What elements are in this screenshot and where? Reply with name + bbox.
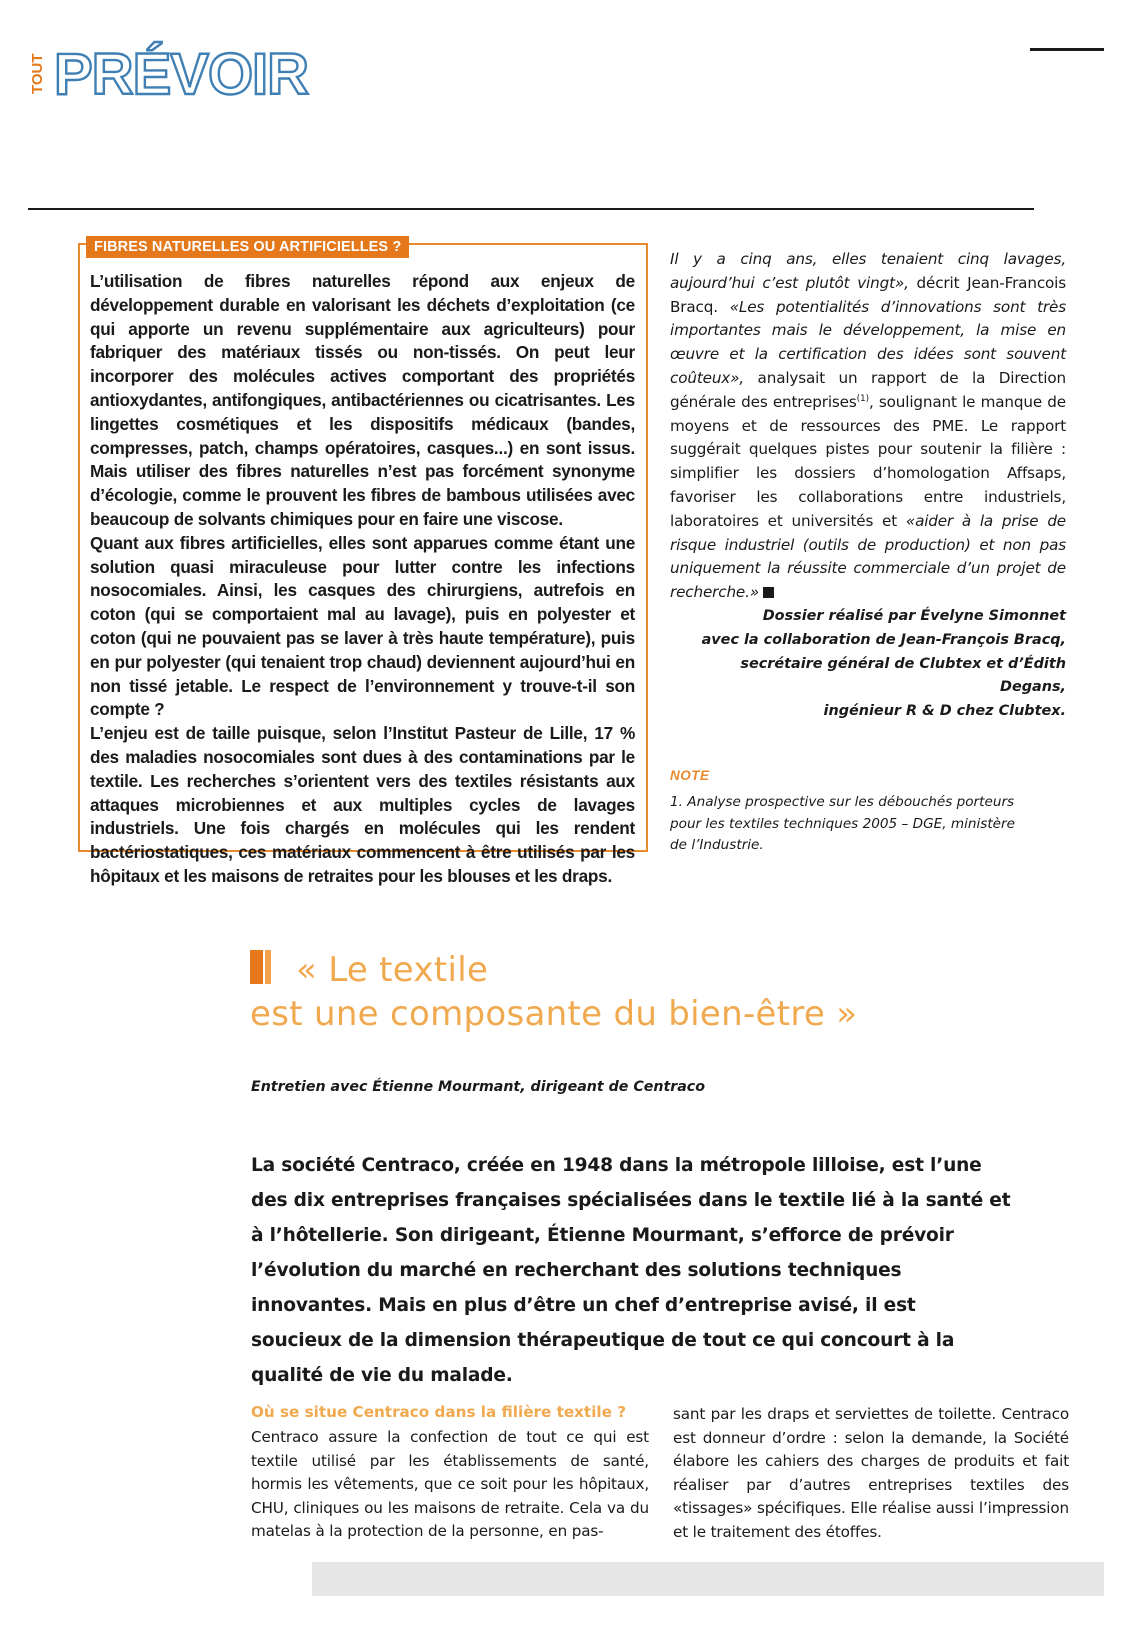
magazine-logo <box>28 30 318 100</box>
body-text: analysait un rapport de la Direction générale des entreprises <box>670 368 1066 411</box>
sidebar-box-title: FIBRES NATURELLES OU ARTIFICIELLES ? <box>86 236 409 258</box>
body-text: , soulignant le manque de moyens et de ressources des PME. Le rapport suggérait quelques pistes pour soutenir la filière : simplifier les dossiers d’homologation Affsaps, favoriser les collaborations entre industriels, laboratoires et universités et <box>670 392 1066 530</box>
footer-band <box>312 1562 1104 1596</box>
interview-headline <box>250 948 950 1036</box>
header-rule <box>28 208 1034 210</box>
body-text: décrit Jean-Francois Bracq. <box>670 273 1066 316</box>
logo-big-word: PRÉVOIR <box>54 42 309 100</box>
headline-line: « Le textile <box>296 950 489 990</box>
sidebar-paragraph: L’enjeu est de taille puisque, selon l’Institut Pasteur de Lille, 17 % des maladies nosocomiales sont dues à des contaminations par le textile. Les recherches s’orientent vers des textiles résistants aux attaques microbiennes et aux multiples cycles de lavages industriels. Une fois chargés en molécules qui les rendent bactériostatiques, ces matériaux commencent à être utilisés par les hôpitaux et les maisons de retraites pour les blouses et les draps. <box>90 723 635 886</box>
credits-line: ingénieur R & D chez Clubtex. <box>823 703 1066 720</box>
quote: «Les potentialités d’innovations sont très importantes mais le développement, la mise en œuvre et la certification des idées sont souvent coûteux», <box>670 297 1066 387</box>
article-credits <box>670 605 1066 724</box>
top-right-rule <box>1030 48 1104 51</box>
credits-line: Dossier réalisé par Évelyne Simonnet <box>762 608 1066 624</box>
article-column-right <box>670 248 1066 605</box>
headline-line: est une composante du bien-être » <box>250 994 858 1034</box>
note-label: NOTE <box>670 768 710 783</box>
note-text: 1. Analyse prospective sur les débouchés porteurs pour les textiles techniques 2005 – DGE, ministère de l’Industrie. <box>670 794 1015 853</box>
interview-question: Où se situe Centraco dans la filière textile ? <box>251 1403 627 1421</box>
quote: «aider à la prise de risque industriel (outils de production) et non pas uniquement la réussite commerciale d’un projet de recherche.» <box>670 511 1067 602</box>
logo-small-word: TOUT <box>29 53 46 94</box>
sidebar-paragraph: L’utilisation de fibres naturelles répond aux enjeux de développement durable en valorisant les déchets d’exploitation (ce qui apporte un revenu supplémentaire aux agriculteurs) pour fabriquer des matériaux tissés ou non-tissés. On peut leur incorporer des molécules actives comportant des propriétés antioxydantes, antifongiques, antibactériennes ou cicatrisantes. Les lingettes cosmétiques et les dispositifs médicaux (bandes, compresses, patch, champs opératoires, casques...) en sont issus. Mais utiliser des fibres naturelles n’est pas forcément synonyme d’écologie, comme le prouvent les fibres de bambous utilisées avec beaucoup de solvants chimiques pour en faire une viscose. <box>90 271 635 529</box>
footnote-ref: (1) <box>856 393 869 404</box>
interview-lead: La société Centraco, créée en 1948 dans la métropole lilloise, est l’une des dix entreprises françaises spécialisées dans le textile lié à la santé et à l’hôtellerie. Son dirigeant, Étienne Mourmant, s’efforce de prévoir l’évolution du marché en recherchant des solutions techniques innovantes. Mais en plus d’être un chef d’entreprise avisé, il est soucieux de la dimension thérapeutique de tout ce qui concourt à la qualité de vie du malade. <box>251 1155 1011 1386</box>
quote: Il y a cinq ans, elles tenaient cinq lavages, aujourd’hui c’est plutôt vingt», <box>670 250 1066 292</box>
interview-answer-left: Centraco assure la confection de tout ce qui est textile utilisé par les établissements de santé, hormis les vêtements, que ce soit pour les hôpitaux, CHU, cliniques ou les maisons de retraite. Cela va du matelas à la protection de la personne, en pas- <box>251 1428 649 1540</box>
sidebar-paragraph: Quant aux fibres artificielles, elles sont apparues comme étant une solution quasi miraculeuse pour lutter contre les infections nosocomiales. Ainsi, les casques des chirurgiens, autrefois en coton (qui se comportaient mal au lavage), puis en polyester et coton (qui ne pouvaient pas se laver à très haute température), puis en pur polyester (qui tenaient trop chaud) deviennent aujourd’hui en non tissé jetable. Le respect de l’environnement y trouve-t-il son compte ? <box>90 532 635 720</box>
end-of-article-mark <box>763 587 774 598</box>
sidebar-box-body <box>90 270 635 889</box>
credits-line: avec la collaboration de Jean-François Bracq, <box>701 631 1066 648</box>
interview-answer-right: sant par les draps et serviettes de toilette. Centraco est donneur d’ordre : selon la demande, la Société élabore les cahiers des charges de produits et fait réaliser par d’autres entreprises textiles des «tissages» spécifiques. Elle réalise aussi l’impression et le traitement des étoffes. <box>673 1405 1069 1541</box>
interview-subtitle: Entretien avec Étienne Mourmant, dirigeant de Centraco <box>251 1079 705 1095</box>
credits-line: secrétaire général de Clubtex et d’Édith Degans, <box>740 655 1066 696</box>
